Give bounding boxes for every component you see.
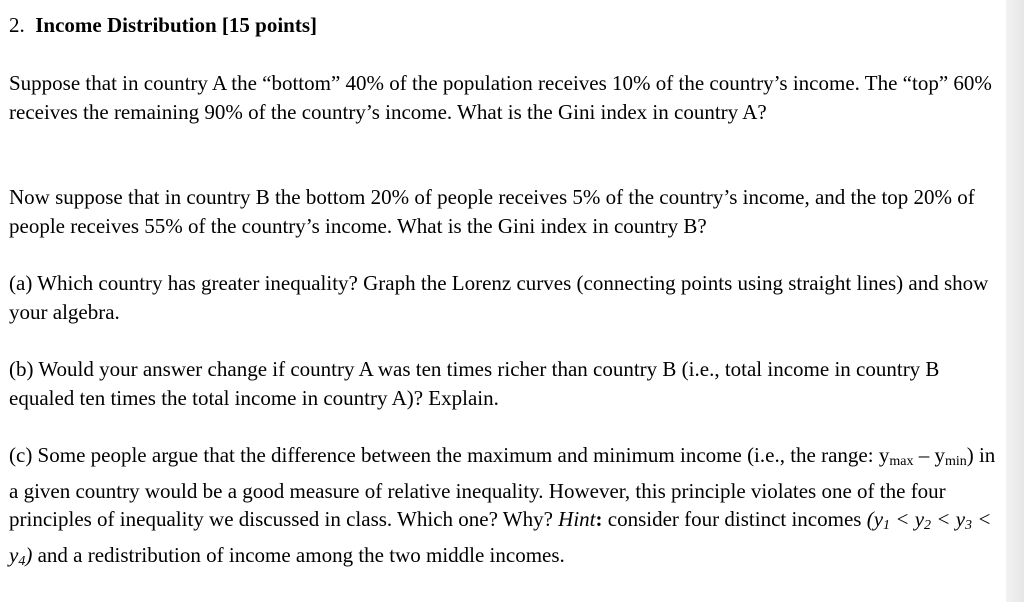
- less-than-1: <: [890, 507, 915, 531]
- y3-symbol: y: [955, 507, 966, 531]
- paragraph-part-a: (a) Which country has greater inequality? Graph the Lorenz curves (connecting points using straight lines) and show your algebra.: [9, 271, 989, 324]
- paragraph-country-b: Now suppose that in country B the bottom 20% of people receives 5% of the country’s income, and the top 20% of people receives 55% of the country’s income. What is the Gini index in country B?: [9, 185, 975, 238]
- part-c-intro: (c) Some people argue that the difference between the maximum and minimum income (i.e., the range:: [9, 443, 879, 467]
- paragraph-part-b: (b) Would your answer change if country A was ten times richer than country B (i.e., total income in country B equaled ten times the total income in country A)? Explain.: [9, 357, 940, 410]
- part-c-body: ) in a given country would be a good measure of relative inequality. However, this principle violates one of the four principles of inequality we discussed in class. Which one? Why?: [9, 443, 996, 531]
- less-than-3: <: [972, 507, 992, 531]
- paragraph-country-a: Suppose that in country A the “bottom” 40% of the population receives 10% of the country’s income. The “top” 60% receives the remaining 90% of the country’s income. What is the Gini index in country A?: [9, 71, 992, 124]
- paragraph-part-c: [9, 441, 1009, 576]
- close-paren: ): [25, 542, 33, 567]
- y1-symbol: y: [873, 507, 884, 531]
- less-than-2: <: [931, 507, 956, 531]
- open-paren: (: [866, 507, 874, 531]
- question-title: Income Distribution [15 points]: [35, 13, 318, 37]
- question-heading: [9, 11, 317, 39]
- y2-symbol: y: [914, 507, 925, 531]
- minus-sign: –: [913, 443, 935, 467]
- y1-subscript: 1: [883, 518, 891, 533]
- hint-label: Hint: [558, 507, 596, 531]
- y4-symbol: y: [9, 542, 19, 567]
- y3-subscript: 3: [965, 518, 973, 533]
- y2-subscript: 2: [924, 518, 932, 533]
- y-min-subscript: min: [944, 454, 967, 469]
- y4-subscript: 4: [18, 553, 26, 569]
- part-c-ending: and a redistribution of income among the two middle incomes.: [32, 542, 565, 567]
- y-max-symbol: y: [878, 443, 890, 467]
- y-min-symbol: y: [934, 443, 945, 467]
- scrollbar-track[interactable]: [1006, 0, 1024, 602]
- question-number: 2.: [9, 13, 25, 37]
- hint-colon: :: [595, 507, 603, 531]
- y-max-subscript: max: [889, 454, 914, 469]
- hint-text: consider four distinct incomes: [602, 507, 867, 531]
